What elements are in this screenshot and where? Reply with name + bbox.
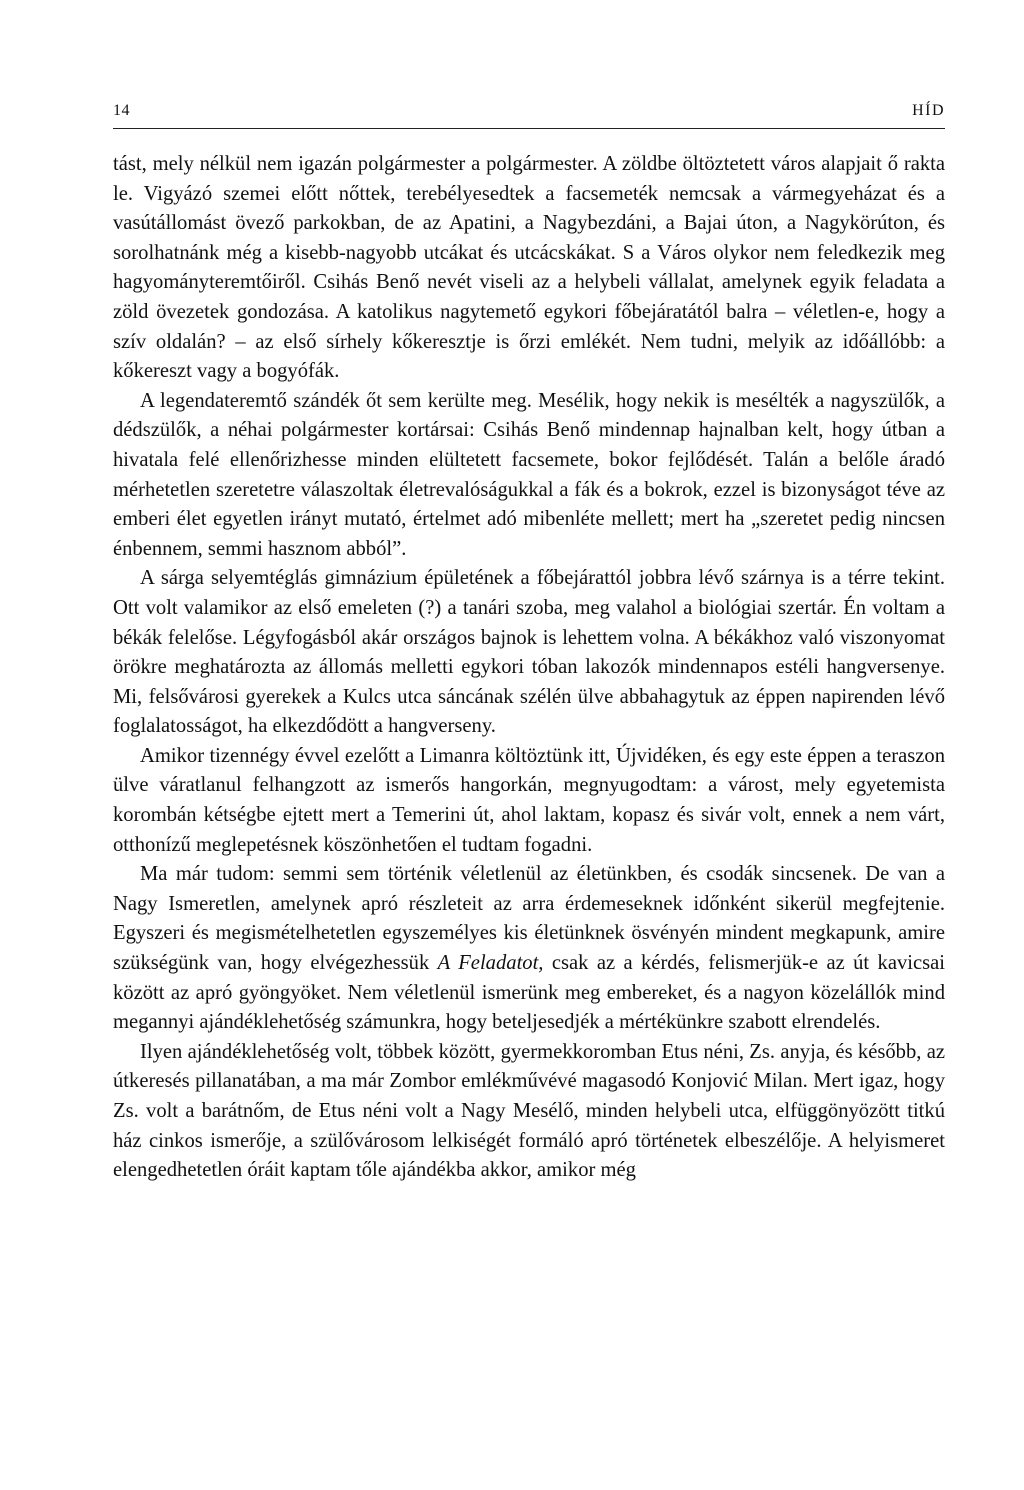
- paragraph-6-text: Ilyen ajándéklehetőség volt, többek között, gyermekkoromban Etus néni, Zs. anyja, és később, az útkeresés pillanatában, a ma már Zombor emlékművévé magasodó Konjović Milan. Mert igaz, hogy Zs. volt a barátnőm, de Etus néni volt a Nagy Mesélő, minden helybeli utca, elfüggönyözött titkú ház cinkos ismerője, a szülővárosom lelkiségét formáló apró történetek elbeszélője. A helyismeret elengedhetetlen óráit kaptam tőle ajándékba akkor, amikor még: [113, 1040, 945, 1182]
- article-body: [113, 150, 945, 1186]
- paragraph-3: [113, 564, 945, 742]
- paragraph-4: [113, 742, 945, 860]
- paragraph-5: [113, 860, 945, 1038]
- paragraph-1: [113, 150, 945, 387]
- running-head: [113, 98, 945, 129]
- paragraph-3-text: A sárga selyemtéglás gimnázium épületének a főbejárattól jobbra lévő szárnya is a térre tekint. Ott volt valamikor az első emeleten (?) a tanári szoba, meg valahol a biológiai szertár. Én voltam a békák felelőse. Légyfogásból akár országos bajnok is lehettem volna. A békákhoz való viszonyomat örökre meghatározta az állomás melletti egykori tóban lakozók mindennapos estéli hangversenye. Mi, felsővárosi gyerekek a Kulcs utca sáncának szélén ülve abbahagytuk az éppen napirenden lévő foglalatosságot, ha elkezdődött a hangverseny.: [113, 567, 945, 738]
- paragraph-2: [113, 387, 945, 565]
- paragraph-4-text: Amikor tizennégy évvel ezelőtt a Limanra költöztünk itt, Újvidéken, és egy este éppen a teraszon ülve váratlanul felhangzott az ismerős hangorkán, megnyugodtam: a várost, mely egyetemista korombán kétségbe ejtett mert a Temerini út, ahol laktam, kopasz és sivár volt, ennek a nem várt, otthonízű meglepetésnek köszönhetően el tudtam fogadni.: [113, 744, 945, 856]
- journal-title: HÍD: [912, 102, 945, 119]
- italic-work-title: A Feladatot,: [437, 952, 544, 975]
- paragraph-1-text: tást, mely nélkül nem igazán polgármester a polgármester. A zöldbe öltöztetett város alapjait ő rakta le. Vigyázó szemei előtt nőttek, terebélyesedtek a facsemeték nemcsak a vármegyeházat és a vasútállomást övező parkokban, de az Apatini, a Nagybezdáni, a Bajai úton, a Nagykörúton, és sorolhatnánk még a kisebb-nagyobb utcákat és utcácskákat. S a Város olykor nem feledkezik meg hagyományteremtőiről. Csihás Benő nevét viseli az a helybeli vállalat, amelynek egyik feladata a zöld övezetek gondozása. A katolikus nagytemető egykori főbejáratától balra – véletlen-e, hogy a szív oldalán? – az első sírhely kőkeresztje is őrzi emlékét. Nem tudni, melyik az időállóbb: a kőkereszt vagy a bogyófák.: [113, 153, 945, 383]
- page-number: 14: [113, 102, 130, 119]
- paragraph-2-text: A legendateremtő szándék őt sem kerülte meg. Mesélik, hogy nekik is mesélték a nagyszülők, a dédszülők, a néhai polgármester kortársai: Csihás Benő mindennap hajnalban kelt, hogy útban a hivatala felé ellenőrizhesse minden elültetett facsemete, bokor fejlődését. Talán a belőle áradó mérhetetlen szeretetre válaszoltak életrevalóságukkal a fák és a bokrok, ezzel is bizonyságot téve az emberi élet egyetlen irányt mutató, értelmet adó mibenléte mellett; mert ha „szeretet pedig nincsen énbennem, semmi hasznom abból”.: [113, 389, 945, 560]
- paragraph-5-text-end: csak az a kérdés, felismerjük-e az út kavicsai között az apró gyöngyöket. Nem véletlenül ismerünk meg embereket, és a nagyon közelállók mind megannyi ajándéklehetőség számunkra, hogy beteljesedjék a mértékünkre szabott elrendelés.: [113, 952, 945, 1034]
- paragraph-5-text-start: Ma már tudom: semmi sem történik véletlenül az életünkben, és csodák sincsenek. De van a Nagy Ismeretlen, amelynek apró részleteit az arra érdemeseknek időnként sikerül megfejtenie. Egyszeri és megismételhetetlen egyszemélyes kis életünknek ösvényén mindent megkapunk, amire szükségünk van, hogy elvégezhessük: [113, 863, 945, 975]
- paragraph-6: [113, 1038, 945, 1186]
